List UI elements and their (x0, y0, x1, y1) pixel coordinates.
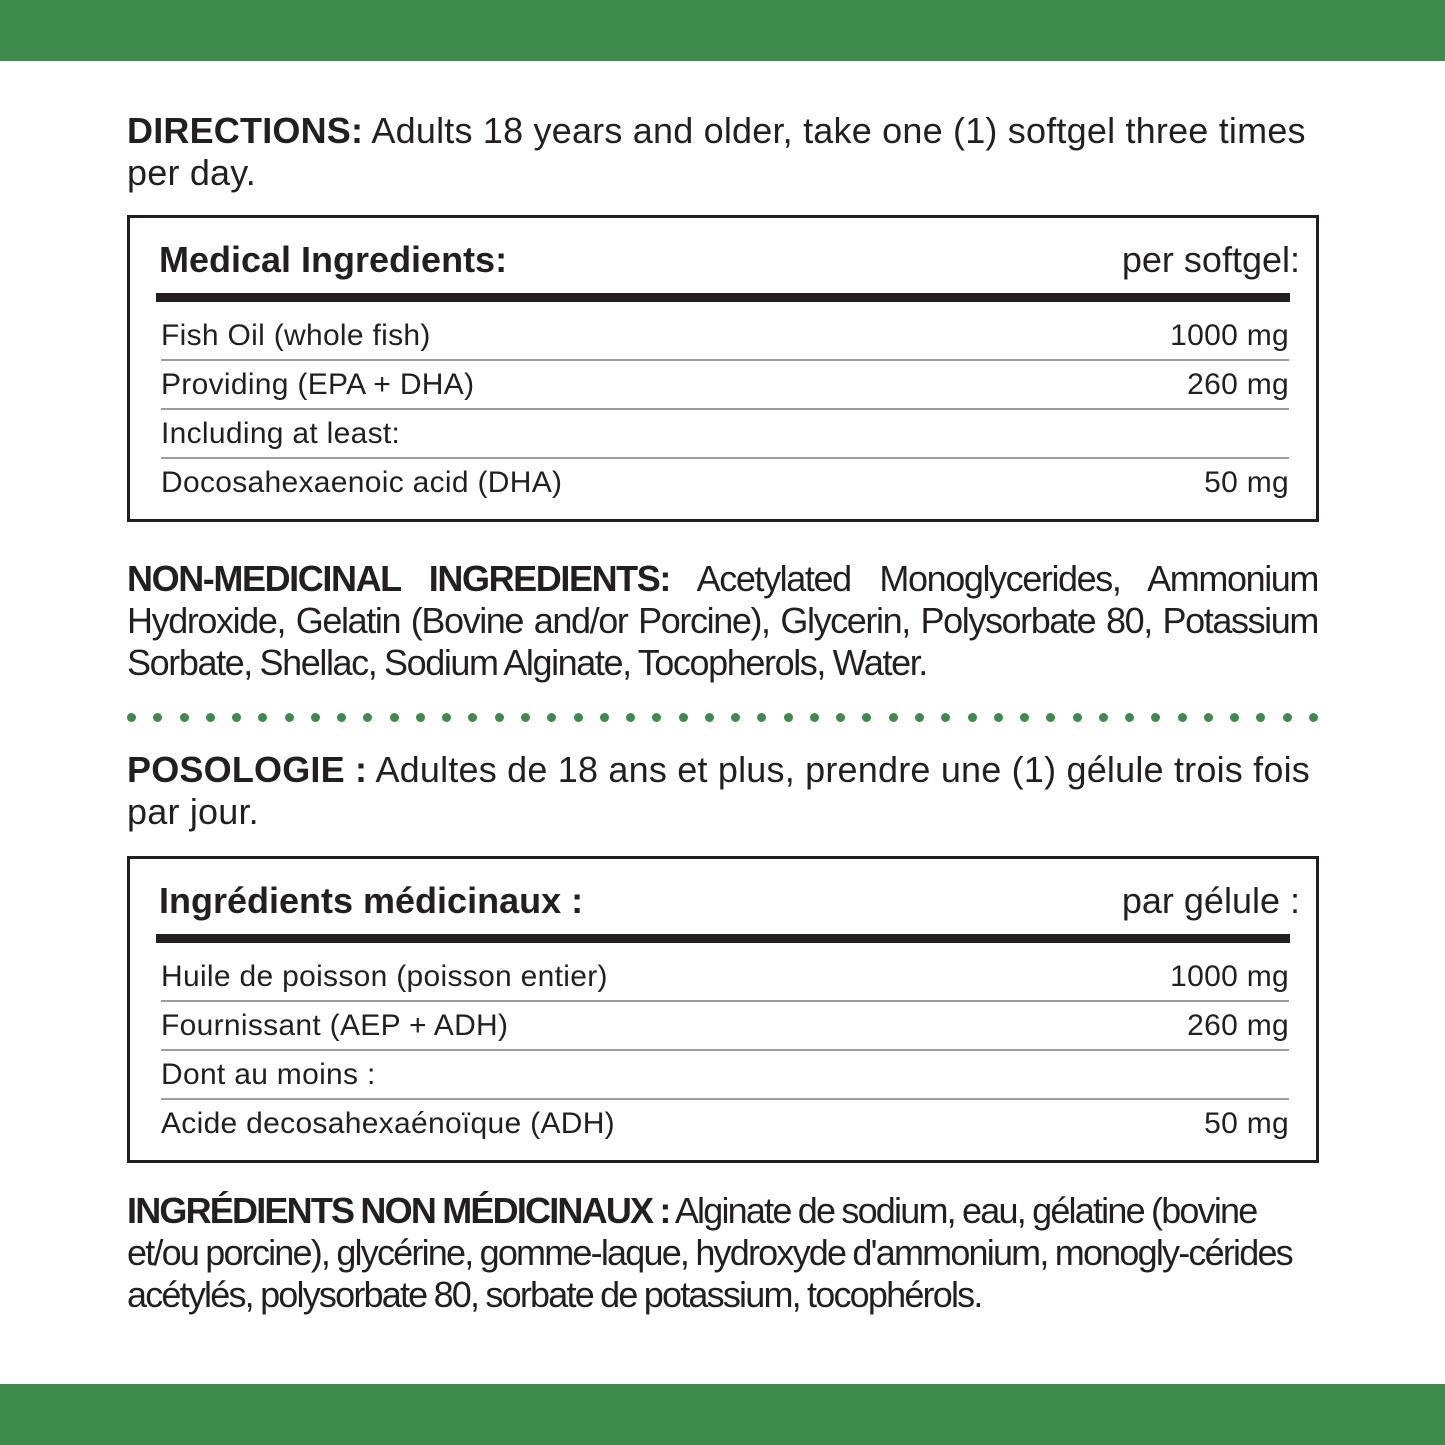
ingredient-amount: 1000 mg (1170, 959, 1289, 993)
divider-dot (1256, 713, 1265, 722)
divider-dot (180, 713, 189, 722)
table-row (161, 953, 1289, 1002)
divider-dot (941, 713, 950, 722)
divider-dot (127, 713, 136, 722)
table-title: Medical Ingredients: (159, 239, 508, 280)
divider-dot (1099, 713, 1108, 722)
divider-dot (731, 713, 740, 722)
table-row (161, 361, 1289, 410)
divider-dot (337, 713, 346, 722)
divider-dot (1204, 713, 1213, 722)
divider-dot (1283, 713, 1292, 722)
divider-dot (495, 713, 504, 722)
divider-dot (547, 713, 556, 722)
divider-dot (915, 713, 924, 722)
table-row (161, 410, 1289, 459)
non-medicinaux-text: Alginate de sodium, eau, gélatine (bovine et/ou porcine), glycérine, gomme-laque, hydroxyde d'ammonium, monogly-cérides acétylés, polysorbate 80, sorbate de potassium, tocophérols. (127, 1190, 1292, 1315)
non-medicinal-text: Acetylated Monoglycerides, Ammonium Hydroxide, Gelatin (Bovine and/or Porcine), Glycerin, Polysorbate 80, Potassium Sorbate, Shellac, Sodium Alginate, Tocopherols, Water. (127, 558, 1318, 683)
posologie-paragraph (127, 749, 1318, 833)
divider-dot (626, 713, 635, 722)
ingredient-name: Huile de poisson (poisson entier) (161, 959, 608, 993)
divider-dot (1178, 713, 1187, 722)
divider-dot (468, 713, 477, 722)
top-green-band (0, 0, 1445, 61)
divider-dot (757, 713, 766, 722)
non-medicinal-paragraph (127, 558, 1318, 684)
divider-dot (1230, 713, 1239, 722)
divider-dot (258, 713, 267, 722)
non-medicinal-label: NON-MEDICINAL INGREDIENTS: (127, 558, 670, 599)
divider-dot (994, 713, 1003, 722)
divider-dot (1020, 713, 1029, 722)
divider-dot (862, 713, 871, 722)
non-medicinaux-paragraph (127, 1190, 1318, 1316)
divider-dot (442, 713, 451, 722)
divider-dot (521, 713, 530, 722)
divider-dot (1046, 713, 1055, 722)
non-medicinaux-label: INGRÉDIENTS NON MÉDICINAUX : (127, 1190, 670, 1231)
divider-dot (652, 713, 661, 722)
ingredient-amount: 1000 mg (1170, 318, 1289, 352)
divider-dot (810, 713, 819, 722)
divider-dot (1073, 713, 1082, 722)
ingredient-name: Providing (EPA + DHA) (161, 367, 475, 401)
table-row (161, 1051, 1289, 1100)
divider-dot (784, 713, 793, 722)
table-unit-header: par gélule : (1121, 880, 1300, 921)
ingredients-medicinaux-table (127, 856, 1319, 1163)
ingredient-name: Fish Oil (whole fish) (161, 318, 431, 352)
table-body (161, 953, 1289, 1147)
divider-dot (836, 713, 845, 722)
divider-dot (1309, 713, 1318, 722)
divider-dot (889, 713, 898, 722)
table-row (161, 1002, 1289, 1051)
ingredient-amount: 260 mg (1187, 367, 1289, 401)
directions-text: Adults 18 years and older, take one (1) softgel three times per day. (127, 110, 1306, 193)
divider-dot (705, 713, 714, 722)
table-header (159, 238, 1300, 282)
table-header-rule (156, 934, 1290, 943)
directions-label: DIRECTIONS: (127, 110, 364, 151)
ingredient-name: Docosahexaenoic acid (DHA) (161, 465, 563, 499)
divider-dot (600, 713, 609, 722)
divider-dot (968, 713, 977, 722)
directions-paragraph (127, 110, 1318, 194)
divider-dot (416, 713, 425, 722)
posologie-text: Adultes de 18 ans et plus, prendre une (1) gélule trois fois par jour. (127, 749, 1311, 832)
table-unit-header: per softgel: (1121, 239, 1300, 280)
medical-ingredients-table (127, 215, 1319, 522)
table-header (159, 879, 1300, 923)
ingredient-amount: 50 mg (1204, 1106, 1289, 1140)
table-row (161, 459, 1289, 506)
bottom-green-band (0, 1384, 1445, 1445)
table-row (161, 312, 1289, 361)
table-header-rule (156, 293, 1290, 302)
divider-dot (363, 713, 372, 722)
posologie-label: POSOLOGIE : (127, 749, 368, 790)
divider-dot (206, 713, 215, 722)
divider-dot (311, 713, 320, 722)
divider-dot (232, 713, 241, 722)
dotted-divider (127, 711, 1318, 723)
table-row (161, 1100, 1289, 1147)
ingredient-amount: 50 mg (1204, 465, 1289, 499)
table-title: Ingrédients médicinaux : (159, 880, 584, 921)
divider-dot (679, 713, 688, 722)
divider-dot (285, 713, 294, 722)
divider-dot (574, 713, 583, 722)
divider-dot (1151, 713, 1160, 722)
ingredient-name: Dont au moins : (161, 1057, 376, 1091)
ingredient-name: Including at least: (161, 416, 401, 450)
ingredient-name: Fournissant (AEP + ADH) (161, 1008, 509, 1042)
divider-dot (153, 713, 162, 722)
ingredient-name: Acide decosahexaénoïque (ADH) (161, 1106, 615, 1140)
ingredient-amount: 260 mg (1187, 1008, 1289, 1042)
divider-dot (390, 713, 399, 722)
divider-dot (1125, 713, 1134, 722)
table-body (161, 312, 1289, 506)
